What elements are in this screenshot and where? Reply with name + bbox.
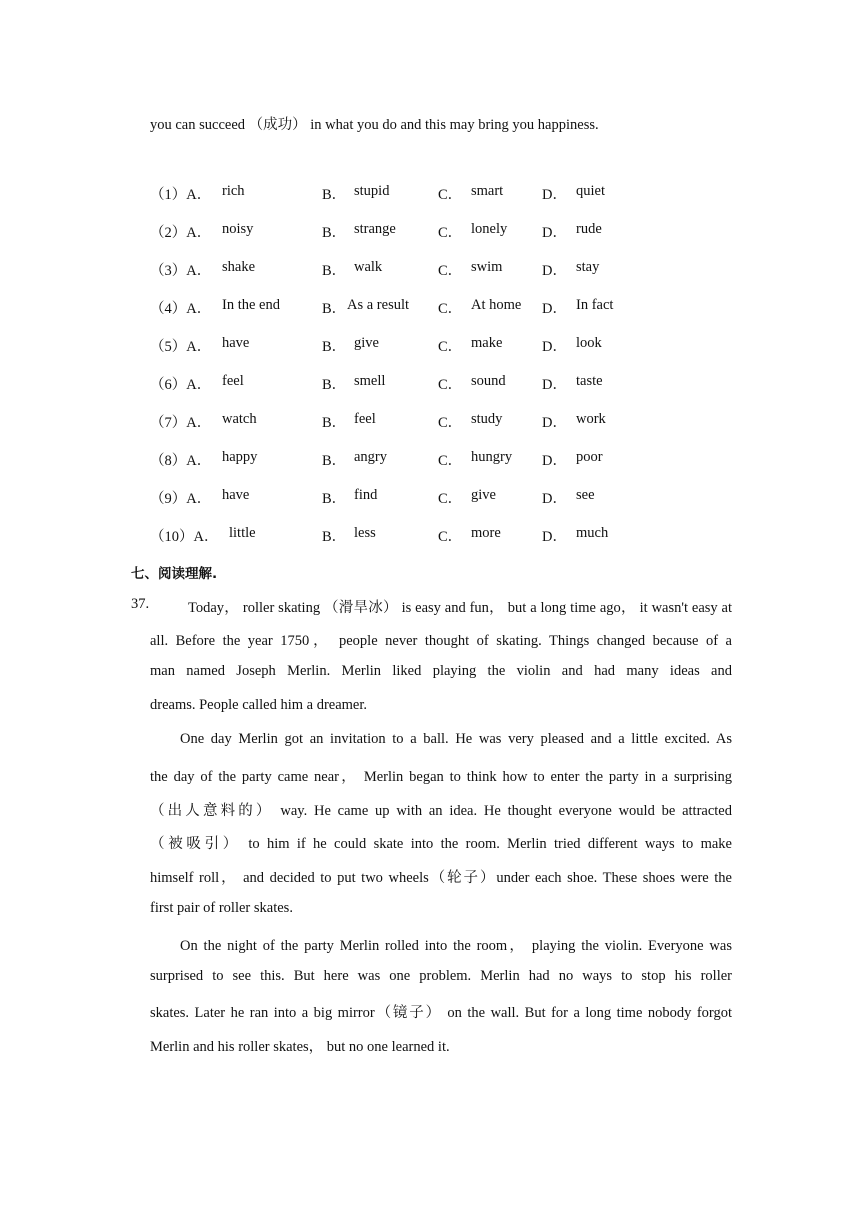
option-d: see xyxy=(576,487,595,503)
option-d: work xyxy=(576,411,606,427)
option-row xyxy=(150,335,750,355)
option-c: lonely xyxy=(471,221,508,237)
option-c: At home xyxy=(471,297,522,313)
option-d: stay xyxy=(576,259,600,275)
option-number: （3）A． xyxy=(150,263,212,279)
option-c: make xyxy=(471,335,503,351)
option-d-letter: D． xyxy=(542,453,567,469)
option-b: strange xyxy=(354,221,396,237)
option-a: have xyxy=(222,487,250,503)
option-number: （6）A． xyxy=(150,377,212,393)
option-c-letter: C． xyxy=(438,187,463,203)
option-a: little xyxy=(229,525,256,541)
option-b-letter: B． xyxy=(322,225,347,241)
question-number: 37. xyxy=(131,596,150,612)
option-c: give xyxy=(471,487,496,503)
option-row xyxy=(150,259,750,279)
option-d: look xyxy=(576,335,602,351)
passage-line: surprised to see this. But here was one problem. Merlin had no ways to stop his roller xyxy=(150,968,732,984)
passage-line: skates. Later he ran into a big mirror（镜子） on the wall. But for a long time nobody forgot xyxy=(150,1005,732,1021)
option-number: （4）A． xyxy=(150,301,212,317)
option-row xyxy=(150,297,750,317)
option-c: smart xyxy=(471,183,504,199)
option-row xyxy=(150,221,750,241)
option-d: rude xyxy=(576,221,602,237)
option-c-letter: C． xyxy=(438,377,463,393)
option-d-letter: D． xyxy=(542,263,567,279)
option-b: feel xyxy=(354,411,376,427)
option-c: sound xyxy=(471,373,506,389)
option-c: study xyxy=(471,411,503,427)
passage-line: One day Merlin got an invitation to a ball. He was very pleased and a little excited. As xyxy=(180,731,732,747)
option-d: taste xyxy=(576,373,603,389)
option-a: noisy xyxy=(222,221,254,237)
option-number: （10）A． xyxy=(150,529,219,545)
option-row xyxy=(150,183,750,203)
passage-line: （被吸引） to him if he could skate into the room. Merlin tried different ways to make xyxy=(150,836,732,852)
option-a: feel xyxy=(222,373,244,389)
option-b: stupid xyxy=(354,183,390,199)
passage-line: Merlin and his roller skates， but no one learned it. xyxy=(150,1039,450,1055)
option-number: （9）A． xyxy=(150,491,212,507)
option-row xyxy=(150,525,750,545)
option-b-letter: B． xyxy=(322,263,347,279)
section-title: 七、阅读理解. xyxy=(131,566,218,582)
passage-line: On the night of the party Merlin rolled into the room， playing the violin. Everyone was xyxy=(180,938,732,954)
passage-line: the day of the party came near， Merlin began to think how to enter the party in a surprising xyxy=(150,769,732,785)
option-d-letter: D． xyxy=(542,301,567,317)
option-c-letter: C． xyxy=(438,491,463,507)
option-b-letter: B． xyxy=(322,453,347,469)
passage-line: dreams. People called him a dreamer. xyxy=(150,697,368,713)
option-d-letter: D． xyxy=(542,491,567,507)
option-b: find xyxy=(354,487,378,503)
option-d-letter: D． xyxy=(542,415,567,431)
option-a: In the end xyxy=(222,297,280,313)
passage-line: all. Before the year 1750， people never thought of skating. Things changed because of a xyxy=(150,633,732,649)
option-b-letter: B． xyxy=(322,187,347,203)
option-d-letter: D． xyxy=(542,225,567,241)
option-b-letter: B． xyxy=(322,415,347,431)
passage-line: Today， roller skating （滑旱冰） is easy and fun， but a long time ago， it wasn't easy at xyxy=(188,600,732,616)
option-c-letter: C． xyxy=(438,301,463,317)
option-c-letter: C． xyxy=(438,339,463,355)
option-c-letter: C． xyxy=(438,529,463,545)
option-c-letter: C． xyxy=(438,415,463,431)
option-d: much xyxy=(576,525,609,541)
passage-line: man named Joseph Merlin. Merlin liked playing the violin and had many ideas and xyxy=(150,663,732,679)
option-number: （7）A． xyxy=(150,415,212,431)
option-number: （2）A． xyxy=(150,225,212,241)
option-row xyxy=(150,487,750,507)
option-b-letter: B． xyxy=(322,491,347,507)
option-c-letter: C． xyxy=(438,225,463,241)
option-row xyxy=(150,373,750,393)
option-d-letter: D． xyxy=(542,339,567,355)
option-number: （1）A． xyxy=(150,187,212,203)
option-c: hungry xyxy=(471,449,513,465)
option-d-letter: D． xyxy=(542,529,567,545)
option-c: more xyxy=(471,525,501,541)
option-b: give xyxy=(354,335,379,351)
option-c-letter: C． xyxy=(438,453,463,469)
option-d-letter: D． xyxy=(542,187,567,203)
option-b-letter: B． xyxy=(322,529,347,545)
option-b: walk xyxy=(354,259,383,275)
option-b-letter: B． xyxy=(322,339,347,355)
option-b: angry xyxy=(354,449,388,465)
passage-line: （出人意料的） way. He came up with an idea. He thought everyone would be attracted xyxy=(150,803,732,819)
option-a: rich xyxy=(222,183,245,199)
option-number: （8）A． xyxy=(150,453,212,469)
option-c-letter: C． xyxy=(438,263,463,279)
option-b-letter: B． xyxy=(322,377,347,393)
option-d-letter: D． xyxy=(542,377,567,393)
passage-line: first pair of roller skates. xyxy=(150,900,293,916)
option-a: happy xyxy=(222,449,258,465)
option-d: quiet xyxy=(576,183,605,199)
option-row xyxy=(150,449,750,469)
option-b: As a result xyxy=(347,297,410,313)
option-b: less xyxy=(354,525,376,541)
intro-tail-line: you can succeed （成功） in what you do and this may bring you happiness. xyxy=(150,117,599,133)
option-d: In fact xyxy=(576,297,614,313)
option-a: shake xyxy=(222,259,256,275)
option-row xyxy=(150,411,750,431)
option-number: （5）A． xyxy=(150,339,212,355)
passage-line: himself roll， and decided to put two wheels（轮子）under each shoe. These shoes were the xyxy=(150,870,732,886)
option-b: smell xyxy=(354,373,386,389)
option-d: poor xyxy=(576,449,603,465)
option-a: watch xyxy=(222,411,257,427)
option-b-letter: B． xyxy=(322,301,347,317)
option-a: have xyxy=(222,335,250,351)
option-c: swim xyxy=(471,259,503,275)
